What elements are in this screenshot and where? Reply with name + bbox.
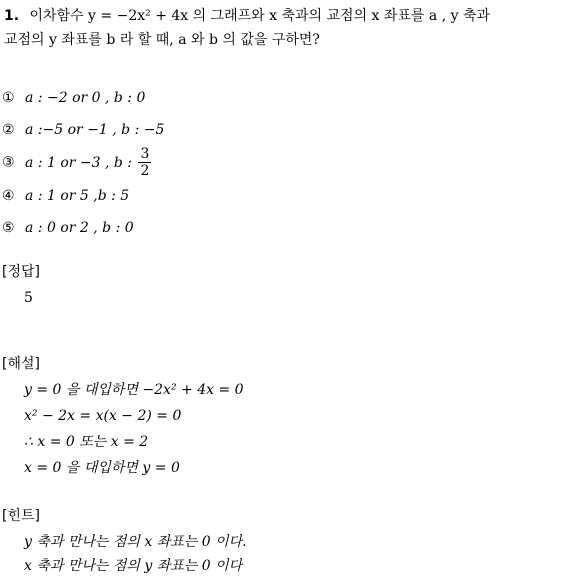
question-number: 1. [4, 8, 20, 24]
choice-text: a : 0 or 2 , b : 0 [25, 220, 134, 236]
question-line-2: 교점의 y 좌표를 b 라 할 때, a 와 b 의 값을 구하면? [4, 32, 320, 48]
fraction-numerator: 3 [140, 146, 150, 162]
choice-5[interactable] [2, 218, 134, 238]
hint-line: x 축과 만나는 점의 y 좌표는 0 이다 [24, 558, 243, 574]
choice-2[interactable] [2, 120, 164, 140]
question-text-1: 이차함수 y = −2x² + 4x 의 그래프와 x 축과의 교점의 x 좌표를 a , y 축과 [29, 8, 491, 24]
choice-text: a :−5 or −1 , b : −5 [25, 122, 165, 138]
explanation-line: ∴ x = 0 또는 x = 2 [24, 434, 149, 450]
choice-3[interactable] [2, 146, 151, 179]
choice-marker: ③ [2, 154, 15, 171]
choice-4[interactable] [2, 186, 129, 206]
fraction [138, 146, 151, 179]
choice-text: a : 1 or −3 , b : [25, 154, 133, 171]
choice-text: a : −2 or 0 , b : 0 [25, 90, 146, 106]
choice-1[interactable] [2, 88, 145, 108]
choice-marker: ① [2, 90, 15, 106]
answer-value: 5 [24, 290, 33, 306]
choice-text: a : 1 or 5 ,b : 5 [25, 188, 130, 204]
explanation-line: x² − 2x = x(x − 2) = 0 [24, 408, 182, 424]
choice-marker: ⑤ [2, 220, 15, 236]
explanation-line: y = 0 을 대입하면 −2x² + 4x = 0 [24, 382, 244, 398]
fraction-denominator: 2 [140, 163, 150, 179]
question-line-1 [4, 6, 490, 26]
choice-marker: ④ [2, 188, 15, 204]
hint-line: y 축과 만나는 점의 x 좌표는 0 이다. [24, 534, 247, 550]
explanation-label: [해설] [2, 356, 40, 372]
answer-label: [정답] [2, 264, 40, 280]
choice-marker: ② [2, 122, 15, 138]
explanation-line: x = 0 을 대입하면 y = 0 [24, 460, 180, 476]
hint-label: [힌트] [2, 508, 40, 524]
